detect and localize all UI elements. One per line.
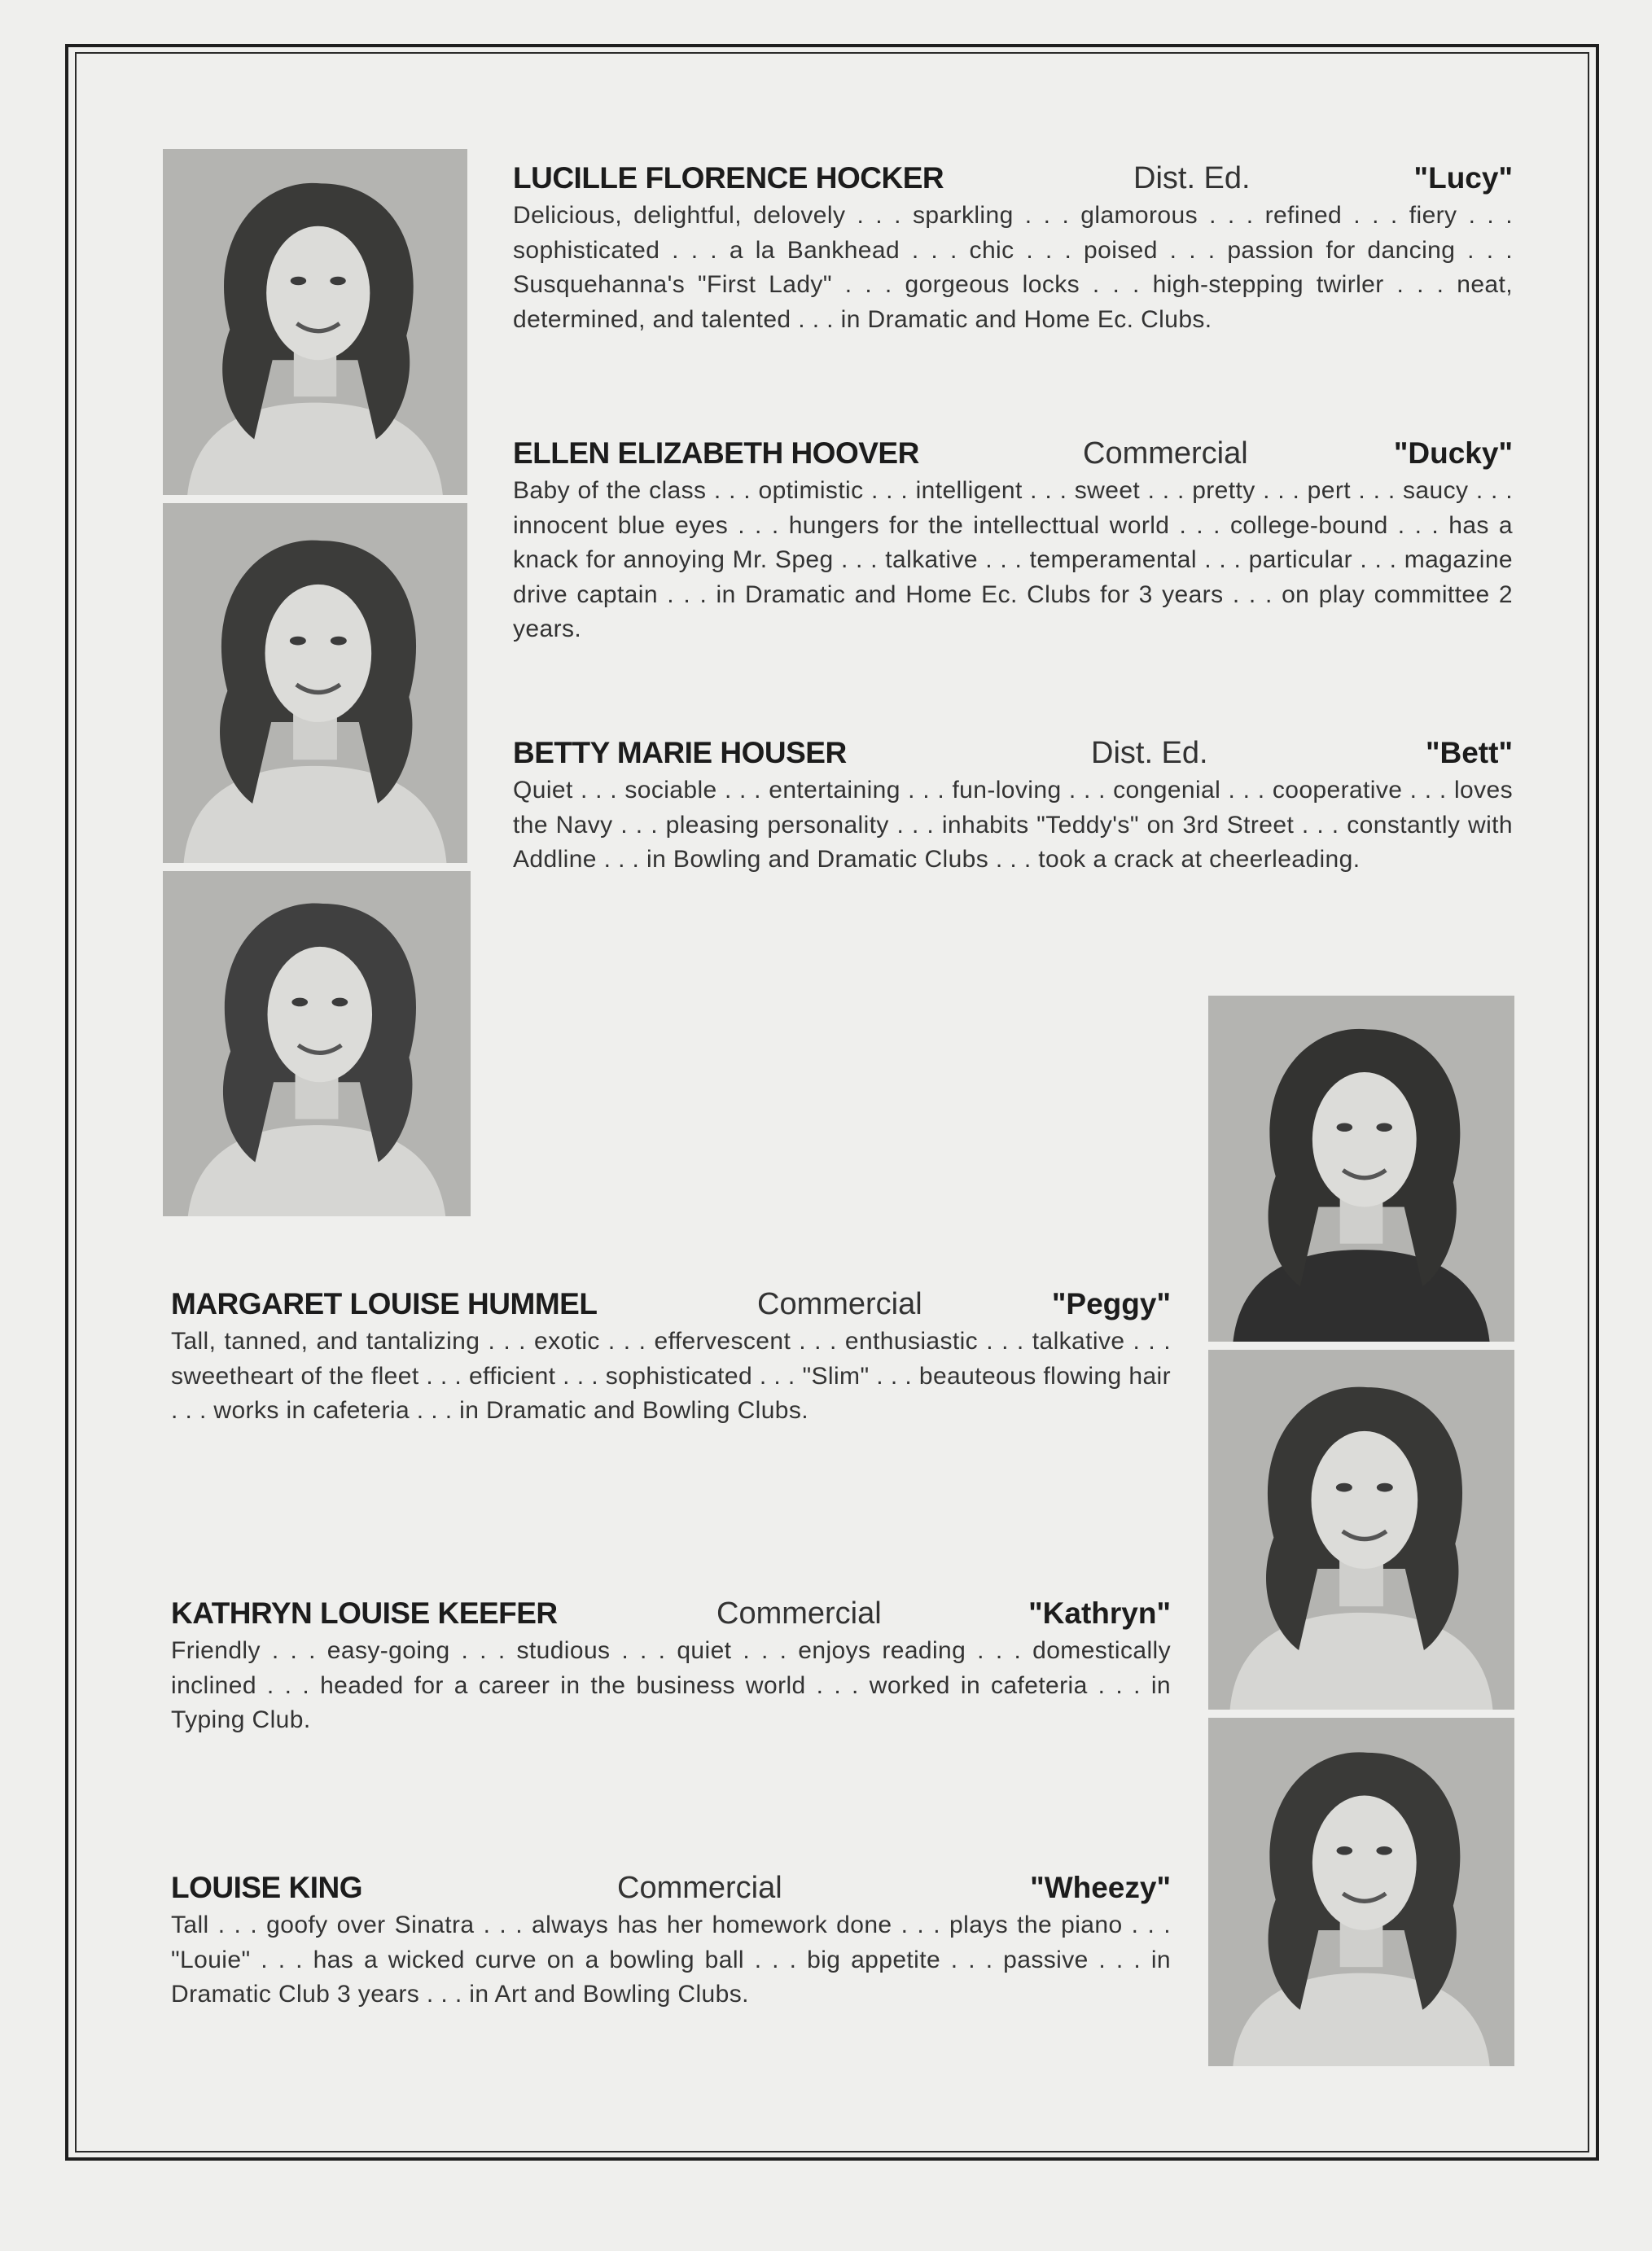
- portrait-photo-keefer: [1208, 1350, 1514, 1710]
- face-shape: [266, 226, 370, 361]
- student-bio: Tall . . . goofy over Sinatra . . . always has her homework done . . . plays the piano . . . "Louie" . . . has a wicked curve on a bowling ball . . . big appetite . . . passive . . . in Dramatic Club 3 years . . . in Art and Bowling Clubs.: [171, 1912, 1171, 2008]
- entry-header: [171, 1592, 1171, 1634]
- eye-shape: [290, 637, 306, 646]
- portrait-photo-houser: [163, 871, 471, 1216]
- eye-shape: [330, 277, 345, 285]
- portrait-icon: [163, 503, 467, 863]
- course-of-study: Dist. Ed.: [1133, 161, 1251, 195]
- entry-header: [513, 431, 1513, 474]
- nickname: "Kathryn": [1028, 1596, 1171, 1630]
- course-of-study: Dist. Ed.: [1091, 736, 1208, 770]
- nickname: "Peggy": [1051, 1287, 1171, 1320]
- course-of-study: Commercial: [757, 1287, 922, 1321]
- student-bio: Friendly . . . easy-going . . . studious . . . quiet . . . enjoys reading . . . domestically inclined . . . headed for a career in the business world . . . worked in cafeteria . . . in Typing Club.: [171, 1637, 1171, 1733]
- senior-entry: [513, 156, 1513, 337]
- student-bio: Baby of the class . . . optimistic . . . intelligent . . . sweet . . . pretty . . . pert . . . saucy . . . innocent blue eyes . . . hungers for the intellecttual world . . . college-bound . . . has a knack for annoying Mr. Speg . . . talkative . . . temperamental . . . particular . . . magazine drive captain . . . in Dramatic and Home Ec. Clubs for 3 years . . . on play committee 2 years.: [513, 477, 1513, 642]
- face-shape: [1312, 1072, 1417, 1207]
- senior-entry: [513, 731, 1513, 878]
- student-name: BETTY MARIE HOUSER: [513, 736, 847, 769]
- nickname: "Ducky": [1393, 436, 1513, 470]
- student-bio: Delicious, delightful, delovely . . . sparkling . . . glamorous . . . refined . . . fiery . . . sophisticated . . . a la Bankhead . . . chic . . . poised . . . passion for dancing . . . Susquehanna's "First Lady" . . . gorgeous locks . . . high-stepping twirler . . . neat, determined, and talented . . . in Dramatic and Home Ec. Clubs.: [513, 202, 1513, 333]
- portrait-icon: [1208, 1718, 1514, 2066]
- student-name: LUCILLE FLORENCE HOCKER: [513, 161, 944, 195]
- senior-entry: [171, 1866, 1171, 2012]
- portrait-icon: [163, 149, 467, 495]
- student-name: LOUISE KING: [171, 1871, 363, 1904]
- student-name: MARGARET LOUISE HUMMEL: [171, 1287, 598, 1320]
- portrait-photo-hoover: [163, 503, 467, 863]
- entry-header: [171, 1282, 1171, 1325]
- eye-shape: [1377, 1483, 1393, 1492]
- eye-shape: [1337, 1846, 1353, 1855]
- nickname: "Wheezy": [1030, 1871, 1171, 1904]
- portrait-icon: [1208, 996, 1514, 1342]
- portrait-photo-king: [1208, 1718, 1514, 2066]
- entry-header: [513, 731, 1513, 773]
- senior-entry: [171, 1282, 1171, 1429]
- senior-entry: [513, 431, 1513, 647]
- entry-header: [171, 1866, 1171, 1908]
- eye-shape: [1337, 1123, 1353, 1132]
- portrait-icon: [163, 871, 471, 1216]
- portrait-photo-hocker: [163, 149, 467, 495]
- nickname: "Bett": [1425, 736, 1513, 769]
- student-name: ELLEN ELIZABETH HOOVER: [513, 436, 919, 470]
- face-shape: [1312, 1431, 1418, 1569]
- face-shape: [1312, 1796, 1417, 1930]
- eye-shape: [291, 277, 306, 285]
- entry-header: [513, 156, 1513, 199]
- course-of-study: Commercial: [716, 1596, 882, 1631]
- nickname: "Lucy": [1413, 161, 1513, 195]
- student-bio: Quiet . . . sociable . . . entertaining . . . fun-loving . . . congenial . . . cooperative . . . loves the Navy . . . pleasing personality . . . inhabits "Teddy's" on 3rd Street . . . constantly with Addline . . . in Bowling and Dramatic Clubs . . . took a crack at cheerleading.: [513, 777, 1513, 873]
- eye-shape: [1376, 1123, 1392, 1132]
- student-name: KATHRYN LOUISE KEEFER: [171, 1596, 558, 1630]
- course-of-study: Commercial: [1083, 436, 1248, 471]
- face-shape: [268, 947, 373, 1082]
- eye-shape: [1376, 1846, 1392, 1855]
- face-shape: [265, 585, 372, 722]
- eye-shape: [332, 998, 348, 1007]
- eye-shape: [291, 998, 308, 1007]
- portrait-icon: [1208, 1350, 1514, 1710]
- senior-entry: [171, 1592, 1171, 1738]
- course-of-study: Commercial: [617, 1871, 782, 1905]
- eye-shape: [1336, 1483, 1352, 1492]
- eye-shape: [331, 637, 347, 646]
- student-bio: Tall, tanned, and tantalizing . . . exotic . . . effervescent . . . enthusiastic . . . talkative . . . sweetheart of the fleet . . . efficient . . . sophisticated . . . "Slim" . . . beauteous flowing hair . . . works in cafeteria . . . in Dramatic and Bowling Clubs.: [171, 1328, 1171, 1424]
- portrait-photo-hummel: [1208, 996, 1514, 1342]
